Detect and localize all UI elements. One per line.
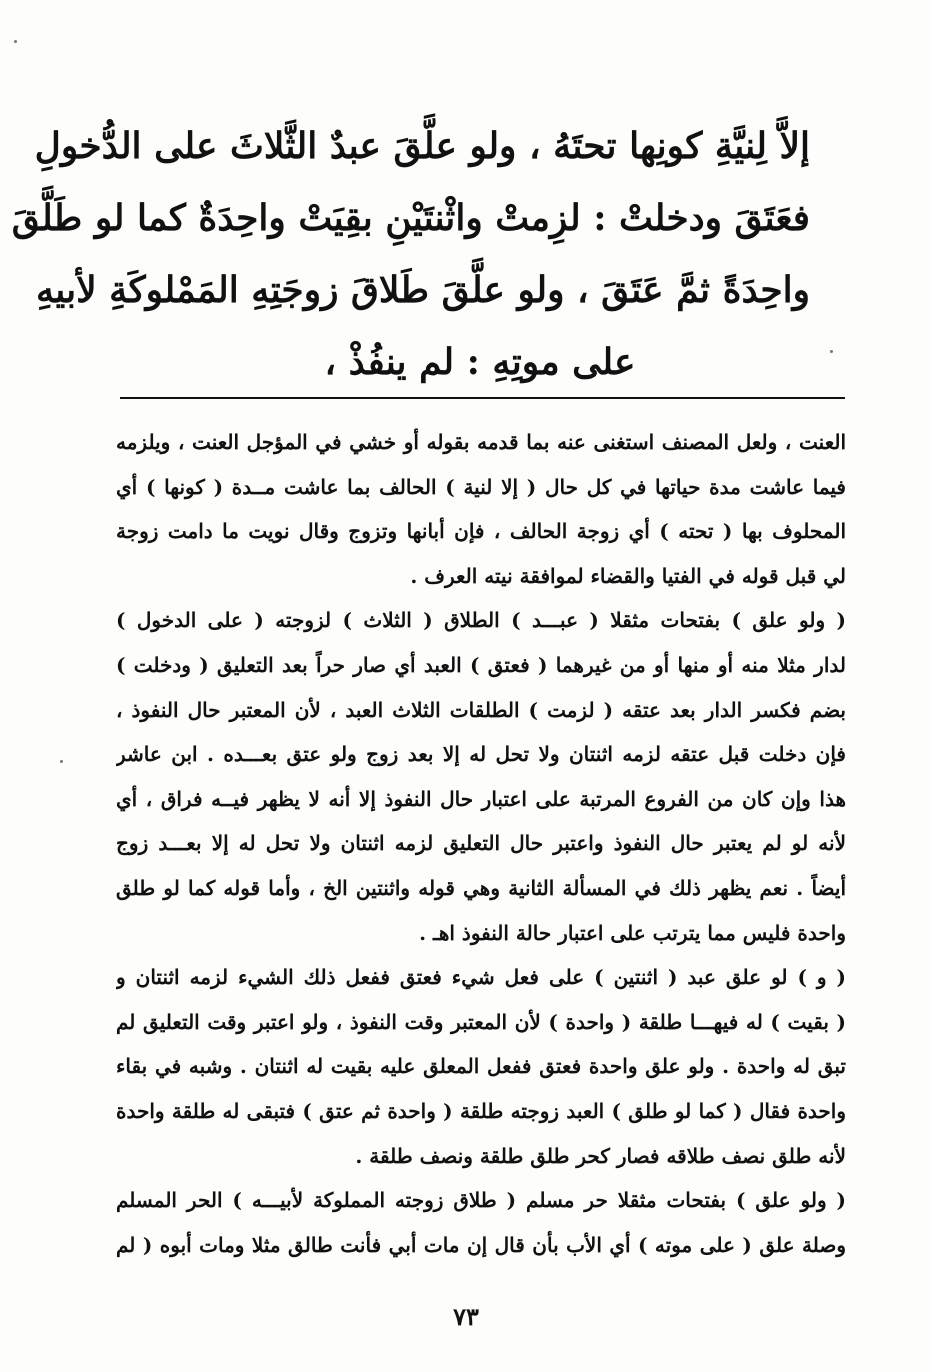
commentary-line: فإن دخلت قبل عتقه لزمه اثنتان ولا تحل له إلا بعد زوج ولو عتق بعـــده . ابن عاشر [116, 742, 846, 767]
matn-text-block [11, 110, 810, 398]
matn-line: فعَتَقَ ودخلتْ : لزِمتْ واثْنتَيْنِ بقِيَتْ واحِدَةٌ كما لو طَلَّقَ [11, 197, 810, 239]
commentary-line: ( و ) لو علق عبد ( اثنتين ) على فعل شيء فعتق ففعل ذلك الشيء لزمه اثنتان و [116, 965, 846, 990]
commentary-line: واحدة فليس مما يترتب على اعتبار حالة النفوذ اهـ . [419, 920, 846, 945]
commentary-line: المحلوف بها ( تحته ) أي زوجة الحالف ، فإن أبانها وتزوج وقال نويت ما دامت زوجة [116, 519, 846, 544]
matn-line: واحِدَةً ثمَّ عَتَقَ ، ولو علَّقَ طَلاقَ زوجَتِهِ المَمْلوكَةِ لأبيهِ [35, 269, 810, 311]
commentary-line: ( بقيت ) له فيهـــا طلقة ( واحدة ) لأن المعتبر وقت النفوذ ، ولو اعتبر وقت التعليق لم [116, 1009, 846, 1034]
commentary-line: تبق له واحدة . ولو علق واحدة فعتق ففعل المعلق عليه بقيت له اثنتان . وشبه في بقاء [116, 1054, 846, 1079]
page-number: ٧٣ [453, 1302, 479, 1331]
scan-speck [60, 760, 63, 763]
matn-line: إلاَّ لِنيَّةِ كونِها تحتَهُ ، ولو علَّقَ عبدٌ الثَّلاثَ على الدُّخولِ [34, 125, 810, 167]
commentary-line: لي قبل قوله في الفتيا والقضاء لموافقة نيته العرف . [410, 563, 846, 588]
matn-line: على موتِهِ : لم ينفُذْ ، [324, 341, 636, 383]
commentary-line: بضم فكسر الدار بعد عتقه ( لزمت ) الطلقات الثلاث العبد ، لأن المعتبر حال النفوذ ، [116, 697, 846, 722]
commentary-line: العنت ، ولعل المصنف استغنى عنه بما قدمه بقوله أو خشي في المؤجل العنت ، ويلزمه [116, 430, 846, 454]
commentary-text-block [116, 420, 846, 1267]
commentary-line: فيما عاشت مدة حياتها في كل حال ( إلا لنية ) الحالف بما عاشت مــدة ( كونها ) أي [116, 474, 846, 499]
commentary-line: أيضاً . نعم يظهر ذلك في المسألة الثانية وهي قوله واثنتين الخ ، وأما قوله كما لو طلق [116, 875, 846, 900]
commentary-line: لأنه طلق نصف طلاقه فصار كحر طلق طلقة ونصف طلقة . [355, 1143, 846, 1168]
commentary-line: واحدة فقال ( كما لو طلق ) العبد زوجته طلقة ( واحدة ثم عتق ) فتبقى له طلقة واحدة [116, 1098, 846, 1123]
section-divider [120, 397, 845, 399]
scan-speck [830, 350, 833, 353]
commentary-line: ( ولو علق ) بفتحات مثقلا ( عبـــد ) الطلاق ( الثلاث ) لزوجته ( على الدخول ) [116, 608, 846, 633]
commentary-line: ( ولو علق ) بفتحات مثقلا حر مسلم ( طلاق زوجته المملوكة لأبيـــه ) الحر المسلم [116, 1188, 846, 1213]
commentary-line: لدار مثلا منه أو منها أو من غيرهما ( فعتق ) العبد أي صار حراً بعد التعليق ( ودخلت ) [116, 652, 846, 677]
scan-speck [14, 40, 17, 43]
commentary-line: وصلة علق ( على موته ) أي الأب بأن قال إن مات أبي فأنت طالق مثلا ومات أبوه ( لم [116, 1232, 846, 1257]
commentary-line: هذا وإن كان من الفروع المرتبة على اعتبار حال النفوذ إلا أنه لا يظهر فيــه فراق ، أي [116, 786, 846, 811]
commentary-line: لأنه لو لم يعتبر حال النفوذ واعتبر حال التعليق لزمه اثنتان ولا تحل له إلا بعـــد زوج [116, 831, 846, 856]
